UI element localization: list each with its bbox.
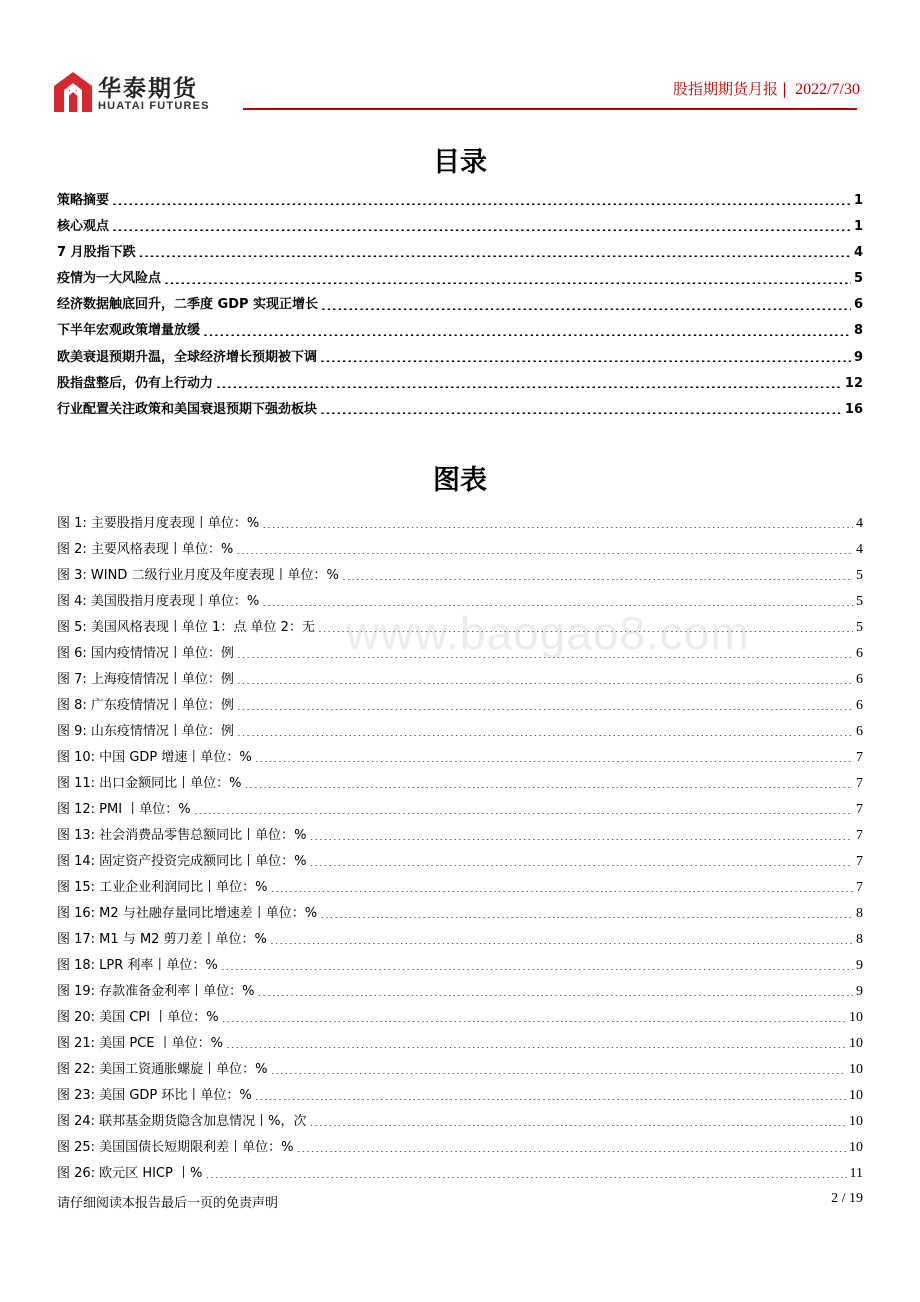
figure-entry-page: 4	[856, 516, 863, 531]
figure-entry-label: 图 11: 出口金额同比丨单位：%	[57, 776, 242, 791]
dot-leader	[262, 515, 853, 528]
figure-entry-page: 7	[856, 776, 863, 791]
toc-entry[interactable]	[57, 373, 863, 399]
toc-entry[interactable]	[57, 320, 863, 346]
figure-entry-label: 图 2: 主要风格表现丨单位：%	[57, 542, 234, 557]
toc-entry-label: 行业配置关注政策和美国衰退预期下强劲板块	[57, 401, 318, 417]
figures-title: 图表	[433, 465, 487, 496]
figure-entry-label: 图 19: 存款准备金利率丨单位：%	[57, 984, 255, 999]
toc-entry-page: 9	[853, 349, 863, 365]
figure-entry-page: 7	[856, 828, 863, 843]
figure-entry-label: 图 4: 美国股指月度表现丨单位：%	[57, 594, 260, 609]
figure-entry-page: 5	[856, 620, 863, 635]
toc-entry-label: 疫情为一大风险点	[57, 271, 162, 287]
dot-leader	[216, 375, 842, 388]
company-name-en: HUATAI FUTURES	[98, 100, 210, 112]
figure-entry-label: 图 5: 美国风格表现丨单位 1：点 单位 2：无	[57, 620, 315, 635]
dot-leader	[271, 879, 853, 892]
figure-entry-label: 图 8: 广东疫情情况丨单位：例	[57, 698, 234, 713]
figure-entry[interactable]	[57, 747, 863, 773]
toc-entry-page: 1	[853, 193, 863, 208]
dot-leader	[226, 1035, 846, 1048]
report-header	[673, 78, 860, 99]
toc-entry-page: 5	[853, 271, 863, 287]
figure-entry-page: 10	[849, 1036, 863, 1051]
dot-leader	[310, 827, 853, 840]
toc-entry-label: 7 月股指下跌	[57, 245, 136, 261]
dot-leader	[270, 931, 853, 944]
dot-leader	[271, 1061, 846, 1074]
figure-entry-page: 5	[856, 568, 863, 583]
figure-entry[interactable]	[57, 1111, 863, 1137]
dot-leader	[203, 323, 851, 336]
header-divider	[243, 108, 857, 110]
toc-entry[interactable]	[57, 268, 863, 294]
dot-leader	[237, 697, 853, 710]
figure-entry-label: 图 23: 美国 GDP 环比丨单位：%	[57, 1088, 252, 1103]
dot-leader	[297, 1139, 846, 1152]
figure-entry-label: 图 12: PMI 丨单位：%	[57, 802, 191, 817]
figure-entry-label: 图 16: M2 与社融存量同比增速差丨单位：%	[57, 906, 318, 921]
figure-entry-page: 5	[856, 594, 863, 609]
figure-entry-page: 6	[856, 698, 863, 713]
figure-entry-label: 图 7: 上海疫情情况丨单位：例	[57, 672, 234, 687]
figure-entry-label: 图 18: LPR 利率丨单位：%	[57, 958, 218, 973]
figure-entry-page: 6	[856, 646, 863, 661]
toc-entry-page: 16	[844, 401, 863, 417]
dot-leader	[245, 775, 853, 788]
toc-entry-label: 下半年宏观政策增量放缓	[57, 323, 201, 339]
dot-leader	[310, 1113, 846, 1126]
toc-entry[interactable]	[57, 294, 863, 320]
toc-entry-page: 1	[853, 219, 863, 235]
dot-leader	[255, 1087, 846, 1100]
figure-entry[interactable]	[57, 1085, 863, 1111]
figure-entry[interactable]	[57, 565, 863, 591]
report-date: 2022/7/30	[795, 81, 860, 98]
figure-entry-label: 图 20: 美国 CPI 丨单位：%	[57, 1010, 219, 1025]
figure-entry-page: 4	[856, 542, 863, 557]
dot-leader	[236, 541, 853, 554]
dot-leader	[112, 218, 851, 231]
figure-entry[interactable]	[57, 929, 863, 955]
figure-entry[interactable]	[57, 721, 863, 747]
dot-leader	[342, 567, 853, 580]
figure-entry-page: 6	[856, 724, 863, 739]
figure-entry-label: 图 24: 联邦基金期货隐含加息情况丨%，次	[57, 1114, 307, 1129]
toc-entry-label: 股指盘整后，仍有上行动力	[57, 375, 214, 391]
dot-leader	[237, 671, 853, 684]
dot-leader	[255, 749, 853, 762]
dot-leader	[320, 401, 842, 414]
figure-entry[interactable]	[57, 1163, 863, 1189]
figure-entry-page: 9	[856, 958, 863, 973]
figure-entry[interactable]	[57, 539, 863, 565]
toc-entry-page: 4	[853, 245, 863, 261]
figure-entry[interactable]	[57, 799, 863, 825]
toc-entry-label: 核心观点	[57, 219, 110, 235]
dot-leader	[221, 957, 853, 970]
figure-entry-page: 10	[849, 1062, 863, 1077]
figure-entry[interactable]	[57, 669, 863, 695]
header-separator: |	[782, 80, 788, 98]
figure-entry-label: 图 10: 中国 GDP 增速丨单位：%	[57, 750, 252, 765]
figure-entry-page: 6	[856, 672, 863, 687]
figure-entry-label: 图 3: WIND 二级行业月度及年度表现丨单位：%	[57, 568, 339, 583]
dot-leader	[237, 723, 853, 736]
company-name-cn: 华泰期货	[98, 76, 198, 102]
figure-entry[interactable]	[57, 903, 863, 929]
figure-entry-page: 8	[856, 932, 863, 947]
figure-entry-label: 图 9: 山东疫情情况丨单位：例	[57, 724, 234, 739]
figure-entry-label: 图 22: 美国工资通胀螺旋丨单位：%	[57, 1062, 268, 1077]
figure-entry-page: 9	[856, 984, 863, 999]
figure-entry[interactable]	[57, 1059, 863, 1085]
page-number: 2 / 19	[831, 1191, 863, 1206]
figure-entry-page: 7	[856, 854, 863, 869]
figure-entry-page: 11	[849, 1166, 863, 1181]
figure-entry-label: 图 6: 国内疫情情况丨单位：例	[57, 646, 234, 661]
toc-entry-label: 策略摘要	[57, 193, 110, 208]
dot-leader	[194, 801, 853, 814]
figure-entry-label: 图 21: 美国 PCE 丨单位：%	[57, 1036, 223, 1051]
dot-leader	[222, 1009, 846, 1022]
figure-entry[interactable]	[57, 1137, 863, 1163]
dot-leader	[139, 244, 851, 257]
figure-entry[interactable]	[57, 513, 863, 539]
figure-entry[interactable]	[57, 773, 863, 799]
figure-entry-label: 图 15: 工业企业利润同比丨单位：%	[57, 880, 268, 895]
figure-entry[interactable]	[57, 1033, 863, 1059]
figure-entry-page: 8	[856, 906, 863, 921]
figure-entry-label: 图 13: 社会消费品零售总额同比丨单位：%	[57, 828, 307, 843]
figure-entry[interactable]	[57, 877, 863, 903]
toc-list	[57, 190, 863, 425]
dot-leader	[205, 1165, 846, 1178]
figure-entry[interactable]	[57, 1007, 863, 1033]
toc-entry-page: 12	[844, 375, 863, 391]
watermark: www.baogao8.com	[346, 607, 750, 659]
dot-leader	[310, 853, 853, 866]
figure-entry-page: 10	[849, 1140, 863, 1155]
dot-leader	[321, 297, 851, 310]
toc-entry[interactable]	[57, 216, 863, 242]
figure-entry-page: 7	[856, 802, 863, 817]
figure-entry-page: 10	[849, 1114, 863, 1129]
figure-entry[interactable]	[57, 851, 863, 877]
figure-entry[interactable]	[57, 825, 863, 851]
toc-title: 目录	[433, 147, 487, 178]
figure-entry-label: 图 17: M1 与 M2 剪刀差丨单位：%	[57, 932, 267, 947]
figure-entry-page: 10	[849, 1088, 863, 1103]
figure-entry-label: 图 26: 欧元区 HICP 丨%	[57, 1166, 203, 1181]
huatai-logo-icon	[52, 70, 94, 114]
toc-entry-page: 8	[853, 323, 863, 339]
footer-disclaimer: 请仔细阅读本报告最后一页的免责声明	[57, 1196, 279, 1211]
figure-entry-page: 7	[856, 880, 863, 895]
figure-entry[interactable]	[57, 695, 863, 721]
toc-entry-page: 6	[853, 297, 863, 313]
toc-entry-label: 欧美衰退预期升温，全球经济增长预期被下调	[57, 349, 318, 365]
figure-entry-label: 图 14: 固定资产投资完成额同比丨单位：%	[57, 854, 307, 869]
dot-leader	[320, 905, 853, 918]
figure-entry-label: 图 25: 美国国债长短期限利差丨单位：%	[57, 1140, 294, 1155]
report-name: 股指期期货月报	[673, 80, 779, 98]
figure-entry-page: 10	[849, 1010, 863, 1025]
dot-leader	[164, 271, 851, 284]
toc-entry[interactable]	[57, 399, 863, 425]
dot-leader	[112, 192, 851, 205]
figure-entry[interactable]	[57, 955, 863, 981]
dot-leader	[320, 349, 851, 362]
toc-entry[interactable]	[57, 190, 863, 216]
figure-entry-label: 图 1: 主要股指月度表现丨单位：%	[57, 516, 260, 531]
toc-entry-label: 经济数据触底回升，二季度 GDP 实现正增长	[57, 297, 319, 313]
toc-entry[interactable]	[57, 347, 863, 373]
company-logo	[52, 70, 222, 116]
dot-leader	[258, 983, 853, 996]
figure-entry[interactable]	[57, 981, 863, 1007]
toc-entry[interactable]	[57, 242, 863, 268]
figure-entry-page: 7	[856, 750, 863, 765]
dot-leader	[262, 593, 853, 606]
